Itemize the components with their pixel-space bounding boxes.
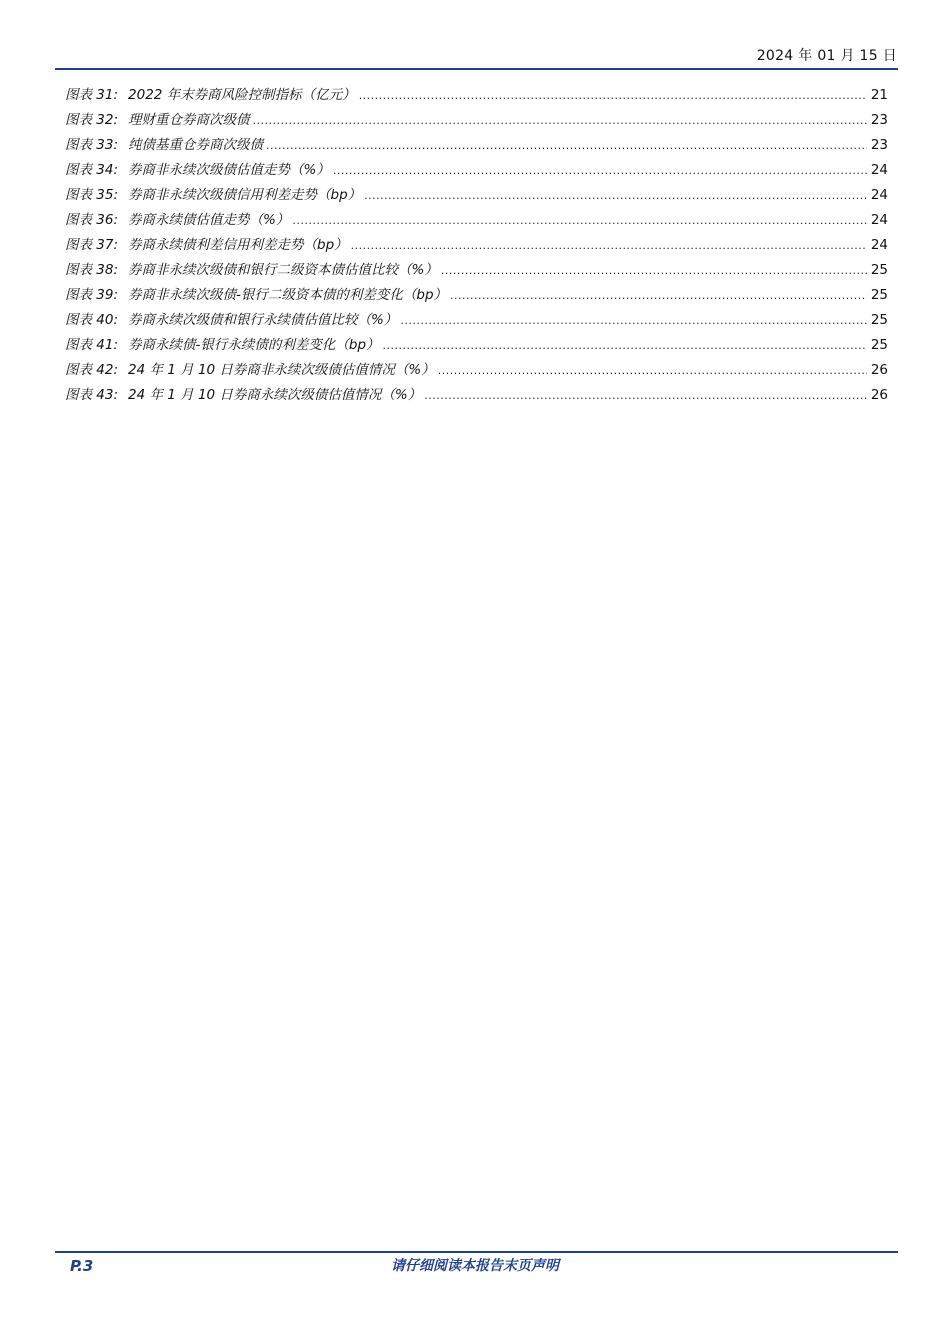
toc-figure-number: 图表 37: bbox=[65, 237, 119, 253]
toc-entry-label bbox=[65, 235, 348, 255]
toc-figure-number: 图表 34: bbox=[65, 162, 119, 178]
toc-leader-dots bbox=[351, 236, 867, 256]
toc-entry-label bbox=[65, 360, 435, 380]
toc-figure-number: 图表 39: bbox=[65, 287, 119, 303]
toc-entry-label bbox=[65, 260, 438, 280]
toc-figure-number: 图表 42: bbox=[65, 362, 119, 378]
toc-entry[interactable] bbox=[65, 160, 888, 185]
toc-page-number: 25 bbox=[870, 312, 888, 328]
toc-figure-title: 券商非永续次级债信用利差走势（bp） bbox=[128, 187, 362, 203]
footer-disclaimer: 请仔细阅读本报告末页声明 bbox=[391, 1258, 559, 1274]
toc-figure-number: 图表 40: bbox=[65, 312, 119, 328]
toc-figure-number: 图表 33: bbox=[65, 137, 119, 153]
toc-leader-dots bbox=[424, 386, 867, 406]
toc-page-number: 26 bbox=[870, 387, 888, 403]
toc-figure-title: 券商永续债-银行永续债的利差变化（bp） bbox=[128, 337, 380, 353]
toc-figure-number: 图表 41: bbox=[65, 337, 119, 353]
toc-leader-dots bbox=[383, 336, 867, 356]
toc-figure-title: 理财重仓券商次级债 bbox=[128, 112, 250, 128]
toc-page-number: 25 bbox=[870, 262, 888, 278]
toc-page-number: 25 bbox=[870, 287, 888, 303]
toc-figure-number: 图表 36: bbox=[65, 212, 119, 228]
toc-figure-title: 2022 年末券商风险控制指标（亿元） bbox=[128, 87, 356, 103]
toc-figure-title: 24 年 1 月 10 日券商永续次级债估值情况（%） bbox=[128, 387, 422, 403]
toc-entry-label bbox=[65, 285, 447, 305]
toc-page-number: 23 bbox=[870, 112, 888, 128]
toc-figure-number: 图表 31: bbox=[65, 87, 119, 103]
toc-figure-title: 券商非永续次级债-银行二级资本债的利差变化（bp） bbox=[128, 287, 448, 303]
header-date: 2024 年 01 月 15 日 bbox=[756, 48, 897, 64]
toc-leader-dots bbox=[400, 311, 867, 331]
toc-figure-number: 图表 35: bbox=[65, 187, 119, 203]
toc-figure-number: 图表 43: bbox=[65, 387, 119, 403]
figure-toc-list bbox=[65, 85, 888, 410]
toc-entry[interactable] bbox=[65, 85, 888, 110]
toc-leader-dots bbox=[364, 186, 867, 206]
toc-leader-dots bbox=[359, 86, 867, 106]
toc-entry[interactable] bbox=[65, 260, 888, 285]
toc-leader-dots bbox=[441, 261, 867, 281]
toc-page-number: 25 bbox=[870, 337, 888, 353]
toc-entry[interactable] bbox=[65, 210, 888, 235]
toc-entry-label bbox=[65, 160, 330, 180]
toc-entry[interactable] bbox=[65, 385, 888, 410]
toc-figure-title: 券商永续债利差信用利差走势（bp） bbox=[128, 237, 348, 253]
toc-page-number: 24 bbox=[870, 162, 888, 178]
toc-leader-dots bbox=[450, 286, 867, 306]
header-rule bbox=[55, 68, 898, 70]
toc-page-number: 24 bbox=[870, 187, 888, 203]
toc-entry-label bbox=[65, 335, 380, 355]
toc-figure-title: 券商非永续次级债和银行二级资本债估值比较（%） bbox=[128, 262, 438, 278]
toc-page-number: 24 bbox=[870, 237, 888, 253]
toc-entry[interactable] bbox=[65, 335, 888, 360]
toc-figure-title: 券商永续债估值走势（%） bbox=[128, 212, 290, 228]
toc-entry-label bbox=[65, 310, 397, 330]
toc-entry[interactable] bbox=[65, 360, 888, 385]
toc-entry[interactable] bbox=[65, 135, 888, 160]
toc-figure-title: 券商非永续次级债估值走势（%） bbox=[128, 162, 330, 178]
toc-leader-dots bbox=[266, 136, 867, 156]
toc-entry[interactable] bbox=[65, 310, 888, 335]
toc-figure-title: 券商永续次级债和银行永续债估值比较（%） bbox=[128, 312, 398, 328]
toc-figure-number: 图表 38: bbox=[65, 262, 119, 278]
footer-page-number: P.3 bbox=[70, 1257, 94, 1275]
toc-figure-title: 24 年 1 月 10 日券商非永续次级债估值情况（%） bbox=[128, 362, 435, 378]
toc-page-number: 23 bbox=[870, 137, 888, 153]
toc-entry[interactable] bbox=[65, 185, 888, 210]
toc-figure-number: 图表 32: bbox=[65, 112, 119, 128]
toc-entry-label bbox=[65, 210, 289, 230]
toc-leader-dots bbox=[292, 211, 867, 231]
footer-rule bbox=[55, 1251, 898, 1253]
toc-leader-dots bbox=[253, 111, 867, 131]
toc-entry-label bbox=[65, 185, 361, 205]
toc-leader-dots bbox=[333, 161, 867, 181]
toc-entry[interactable] bbox=[65, 110, 888, 135]
toc-page-number: 24 bbox=[870, 212, 888, 228]
toc-entry-label bbox=[65, 135, 263, 155]
toc-page-number: 26 bbox=[870, 362, 888, 378]
toc-entry[interactable] bbox=[65, 235, 888, 260]
toc-entry-label bbox=[65, 110, 250, 130]
toc-entry-label bbox=[65, 85, 356, 105]
toc-figure-title: 纯债基重仓券商次级债 bbox=[128, 137, 264, 153]
toc-entry[interactable] bbox=[65, 285, 888, 310]
toc-entry-label bbox=[65, 385, 421, 405]
toc-page-number: 21 bbox=[870, 87, 888, 103]
toc-leader-dots bbox=[438, 361, 867, 381]
